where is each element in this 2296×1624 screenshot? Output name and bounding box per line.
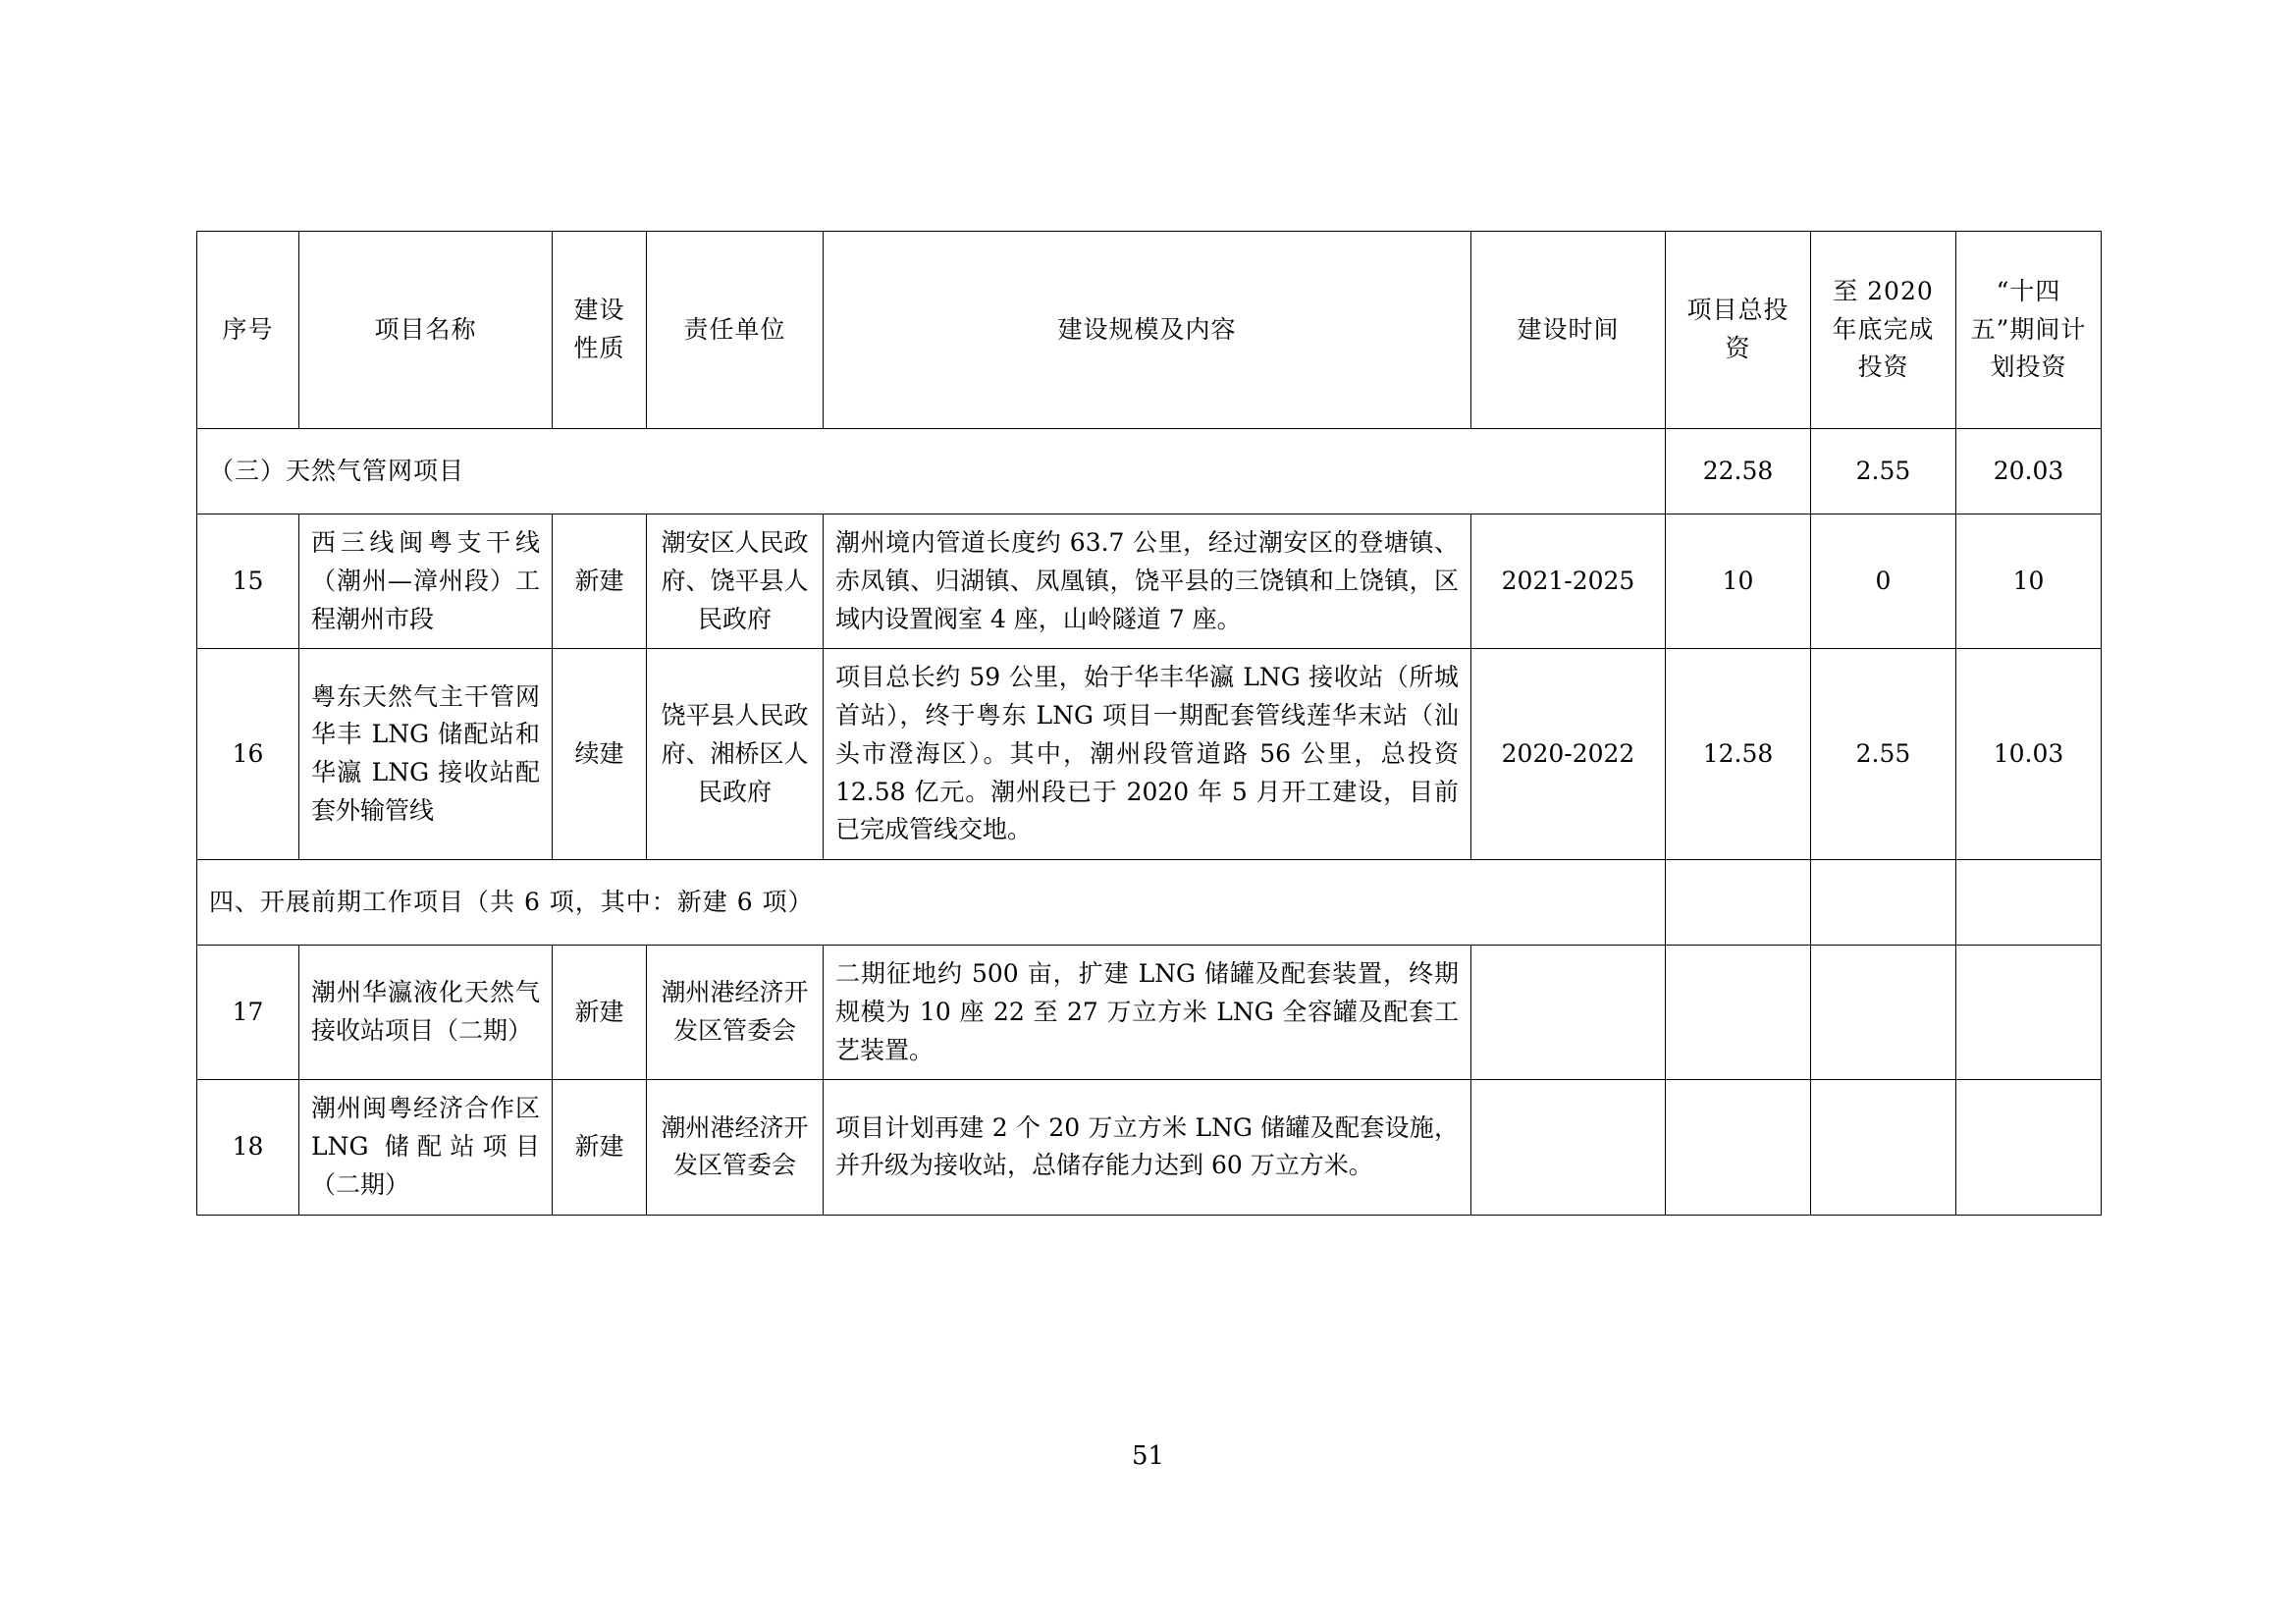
cell-responsible-unit: 饶平县人民政府、湘桥区人民政府 [647, 649, 824, 860]
cell-total-investment [1666, 946, 1811, 1080]
cell-completed-investment [1811, 946, 1956, 1080]
table-row [197, 514, 2102, 649]
cell-construction-time [1471, 946, 1666, 1080]
cell-completed-investment: 2.55 [1811, 649, 1956, 860]
cell-construction-nature: 新建 [553, 1080, 647, 1215]
table-row [197, 649, 2102, 860]
cell-planned-investment [1956, 1080, 2102, 1215]
cell-seq: 18 [197, 1080, 299, 1215]
cell-total-investment [1666, 1080, 1811, 1215]
cell-total-investment: 10 [1666, 514, 1811, 649]
column-header-project-name: 项目名称 [299, 232, 553, 429]
cell-responsible-unit: 潮州港经济开发区管委会 [647, 946, 824, 1080]
column-header-construction-nature: 建设性质 [553, 232, 647, 429]
section-row-preliminary-work [197, 860, 2102, 946]
cell-responsible-unit: 潮州港经济开发区管委会 [647, 1080, 824, 1215]
cell-responsible-unit: 潮安区人民政府、饶平县人民政府 [647, 514, 824, 649]
column-header-planned-investment: “十四五”期间计划投资 [1956, 232, 2102, 429]
cell-construction-time: 2020-2022 [1471, 649, 1666, 860]
cell-planned-investment [1956, 946, 2102, 1080]
cell-construction-nature: 新建 [553, 514, 647, 649]
section-total-investment: 22.58 [1666, 429, 1811, 514]
column-header-responsible-unit: 责任单位 [647, 232, 824, 429]
cell-planned-investment: 10.03 [1956, 649, 2102, 860]
table-header-row [197, 232, 2102, 429]
cell-construction-time [1471, 1080, 1666, 1215]
cell-completed-investment: 0 [1811, 514, 1956, 649]
cell-project-name: 潮州华瀛液化天然气接收站项目（二期） [299, 946, 553, 1080]
section-planned-investment [1956, 860, 2102, 946]
section-planned-investment: 20.03 [1956, 429, 2102, 514]
table-row [197, 1080, 2102, 1215]
cell-scale-content: 项目计划再建 2 个 20 万立方米 LNG 储罐及配套设施，并升级为接收站，总储存能力达到 60 万立方米。 [824, 1080, 1471, 1215]
cell-total-investment: 12.58 [1666, 649, 1811, 860]
project-investment-table [196, 231, 2102, 1216]
section-completed-investment [1811, 860, 1956, 946]
cell-seq: 15 [197, 514, 299, 649]
cell-construction-time: 2021-2025 [1471, 514, 1666, 649]
table-header [197, 232, 2102, 429]
table-body [197, 429, 2102, 1216]
section-label: （三）天然气管网项目 [197, 429, 1666, 514]
column-header-construction-time: 建设时间 [1471, 232, 1666, 429]
column-header-completed-investment: 至 2020 年底完成投资 [1811, 232, 1956, 429]
cell-construction-nature: 续建 [553, 649, 647, 860]
cell-project-name: 西三线闽粤支干线（潮州—漳州段）工程潮州市段 [299, 514, 553, 649]
section-total-investment [1666, 860, 1811, 946]
cell-project-name: 潮州闽粤经济合作区 LNG 储配站项目（二期） [299, 1080, 553, 1215]
column-header-seq: 序号 [197, 232, 299, 429]
section-row-gas-pipeline [197, 429, 2102, 514]
section-completed-investment: 2.55 [1811, 429, 1956, 514]
cell-project-name: 粤东天然气主干管网华丰 LNG 储配站和华瀛 LNG 接收站配套外输管线 [299, 649, 553, 860]
table-row [197, 946, 2102, 1080]
column-header-scale-content: 建设规模及内容 [824, 232, 1471, 429]
cell-completed-investment [1811, 1080, 1956, 1215]
section-label: 四、开展前期工作项目（共 6 项，其中：新建 6 项） [197, 860, 1666, 946]
cell-seq: 16 [197, 649, 299, 860]
cell-planned-investment: 10 [1956, 514, 2102, 649]
column-header-total-investment: 项目总投资 [1666, 232, 1811, 429]
cell-scale-content: 二期征地约 500 亩，扩建 LNG 储罐及配套装置，终期规模为 10 座 22 至 27 万立方米 LNG 全容罐及配套工艺装置。 [824, 946, 1471, 1080]
cell-seq: 17 [197, 946, 299, 1080]
cell-construction-nature: 新建 [553, 946, 647, 1080]
cell-scale-content: 潮州境内管道长度约 63.7 公里，经过潮安区的登塘镇、赤凤镇、归湖镇、凤凰镇，饶平县的三饶镇和上饶镇，区域内设置阀室 4 座，山岭隧道 7 座。 [824, 514, 1471, 649]
page-number: 51 [1131, 1441, 1165, 1471]
cell-scale-content: 项目总长约 59 公里，始于华丰华瀛 LNG 接收站（所城首站），终于粤东 LNG 项目一期配套管线莲华末站（汕头市澄海区）。其中，潮州段管道路 56 公里，总投资 12.58 亿元。潮州段已于 2020 年 5 月开工建设，目前已完成管线交地。 [824, 649, 1471, 860]
